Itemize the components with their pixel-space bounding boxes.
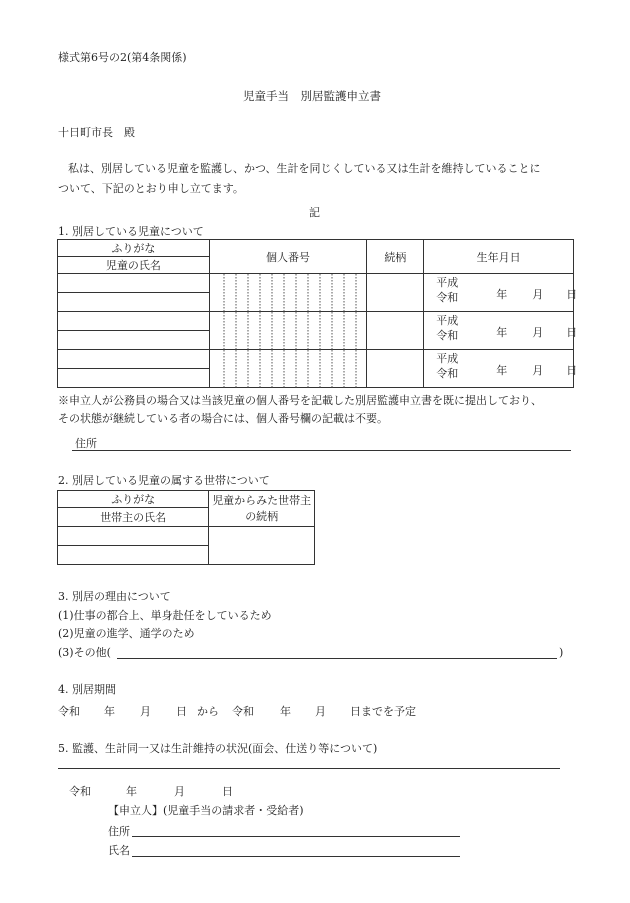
month-label: 月 [532, 288, 544, 301]
mynumber-note-line1: ※申立人が公務員の場合又は当該児童の個人番号を記載した別居監護申立書を既に提出しており、 [58, 394, 542, 407]
household-relation-field[interactable] [209, 527, 315, 565]
header-household-relation: 児童からみた世帯主 の続柄 [209, 491, 315, 527]
applicant-address-label: 住所 [108, 825, 130, 838]
period-era2: 令和 [232, 705, 254, 718]
section2-heading: 2. 別居している児童の属する世帯について [58, 474, 270, 487]
era-reiwa: 令和 [436, 366, 459, 380]
sign-month: 月 [174, 785, 185, 798]
header-child-name: 児童の氏名 [58, 257, 210, 274]
child1-relation-field[interactable] [367, 274, 424, 312]
period-month2: 月 [315, 705, 326, 718]
sign-era: 令和 [69, 785, 91, 798]
day-label: 日 [566, 364, 578, 377]
child3-furigana-field[interactable] [58, 350, 210, 369]
reason-item-2: (2)児童の進学、通学のため [58, 627, 195, 640]
period-day: 日 [176, 705, 187, 718]
period-from: から [197, 705, 219, 718]
period-era: 令和 [58, 705, 80, 718]
header-birthdate: 生年月日 [424, 240, 574, 274]
reason-other-line[interactable] [117, 658, 557, 659]
section4-heading: 4. 別居期間 [58, 683, 116, 696]
child3-birthdate[interactable] [424, 350, 578, 388]
child2-name-field[interactable] [58, 331, 210, 350]
household-head-name-field[interactable] [58, 546, 209, 565]
child-address-label: 住所 [75, 437, 97, 450]
era-heisei: 平成 [436, 352, 459, 365]
situation-line[interactable] [58, 768, 560, 769]
header-household-furigana: ふりがな [58, 491, 209, 508]
header-furigana: ふりがな [58, 240, 210, 257]
applicant-label: 【申立人】(児童手当の請求者・受給者) [108, 804, 304, 817]
reason-item-1: (1)仕事の都合上、単身赴任をしているため [58, 609, 272, 622]
header-household-head-name: 世帯主の氏名 [58, 508, 209, 527]
sign-day: 日 [222, 785, 233, 798]
child2-furigana-field[interactable] [58, 312, 210, 331]
child2-relation-field[interactable] [367, 312, 424, 350]
year-label: 年 [496, 326, 508, 339]
children-table [57, 239, 578, 388]
applicant-name-line[interactable] [132, 856, 460, 857]
child3-mynumber-field[interactable] [209, 350, 367, 388]
period-year2: 年 [280, 705, 291, 718]
period-month: 月 [140, 705, 151, 718]
household-table [57, 490, 315, 565]
year-label: 年 [496, 288, 508, 301]
applicant-name-label: 氏名 [108, 844, 130, 857]
form-number: 様式第6号の2(第4条関係) [58, 51, 187, 64]
era-reiwa: 令和 [436, 328, 459, 342]
child2-mynumber-field[interactable] [209, 312, 367, 350]
child2-birthdate[interactable] [424, 312, 578, 350]
child1-mynumber-field[interactable] [209, 274, 367, 312]
addressee: 十日町市長 殿 [58, 126, 135, 139]
section5-heading: 5. 監護、生計同一又は生計維持の状況(面会、仕送り等について) [58, 742, 378, 755]
era-heisei: 平成 [436, 314, 459, 327]
reason-item-3: (3)その他( [58, 646, 111, 659]
era-heisei: 平成 [436, 276, 459, 289]
year-label: 年 [496, 364, 508, 377]
period-until: 日までを予定 [350, 705, 416, 718]
ki-label: 記 [309, 206, 320, 219]
household-furigana-field[interactable] [58, 527, 209, 546]
intro-line-1: 私は、別居している児童を監護し、かつ、生計を同じくしている又は生計を維持していることに [68, 162, 541, 175]
child1-furigana-field[interactable] [58, 274, 210, 293]
reason-item-3-close: ) [559, 646, 564, 659]
applicant-address-line[interactable] [132, 836, 460, 837]
intro-line-2: ついて、下記のとおり申し立てます。 [58, 182, 244, 195]
era-reiwa: 令和 [436, 290, 459, 304]
mynumber-digit-grid [210, 312, 368, 350]
period-year: 年 [104, 705, 115, 718]
mynumber-note-line2: その状態が継続している者の場合には、個人番号欄の記載は不要。 [58, 412, 388, 425]
mynumber-digit-grid [210, 274, 368, 312]
child1-name-field[interactable] [58, 293, 210, 312]
sign-year: 年 [126, 785, 137, 798]
month-label: 月 [532, 326, 544, 339]
header-relation: 続柄 [367, 240, 424, 274]
child1-birthdate[interactable] [424, 274, 578, 312]
day-label: 日 [566, 326, 578, 339]
header-mynumber: 個人番号 [209, 240, 367, 274]
section1-heading: 1. 別居している児童について [58, 225, 204, 238]
mynumber-digit-grid [210, 350, 368, 388]
child-address-line[interactable] [72, 450, 571, 451]
month-label: 月 [532, 364, 544, 377]
child3-relation-field[interactable] [367, 350, 424, 388]
day-label: 日 [566, 288, 578, 301]
child3-name-field[interactable] [58, 369, 210, 388]
document-title: 児童手当 別居監護申立書 [243, 89, 381, 103]
section3-heading: 3. 別居の理由について [58, 590, 171, 603]
